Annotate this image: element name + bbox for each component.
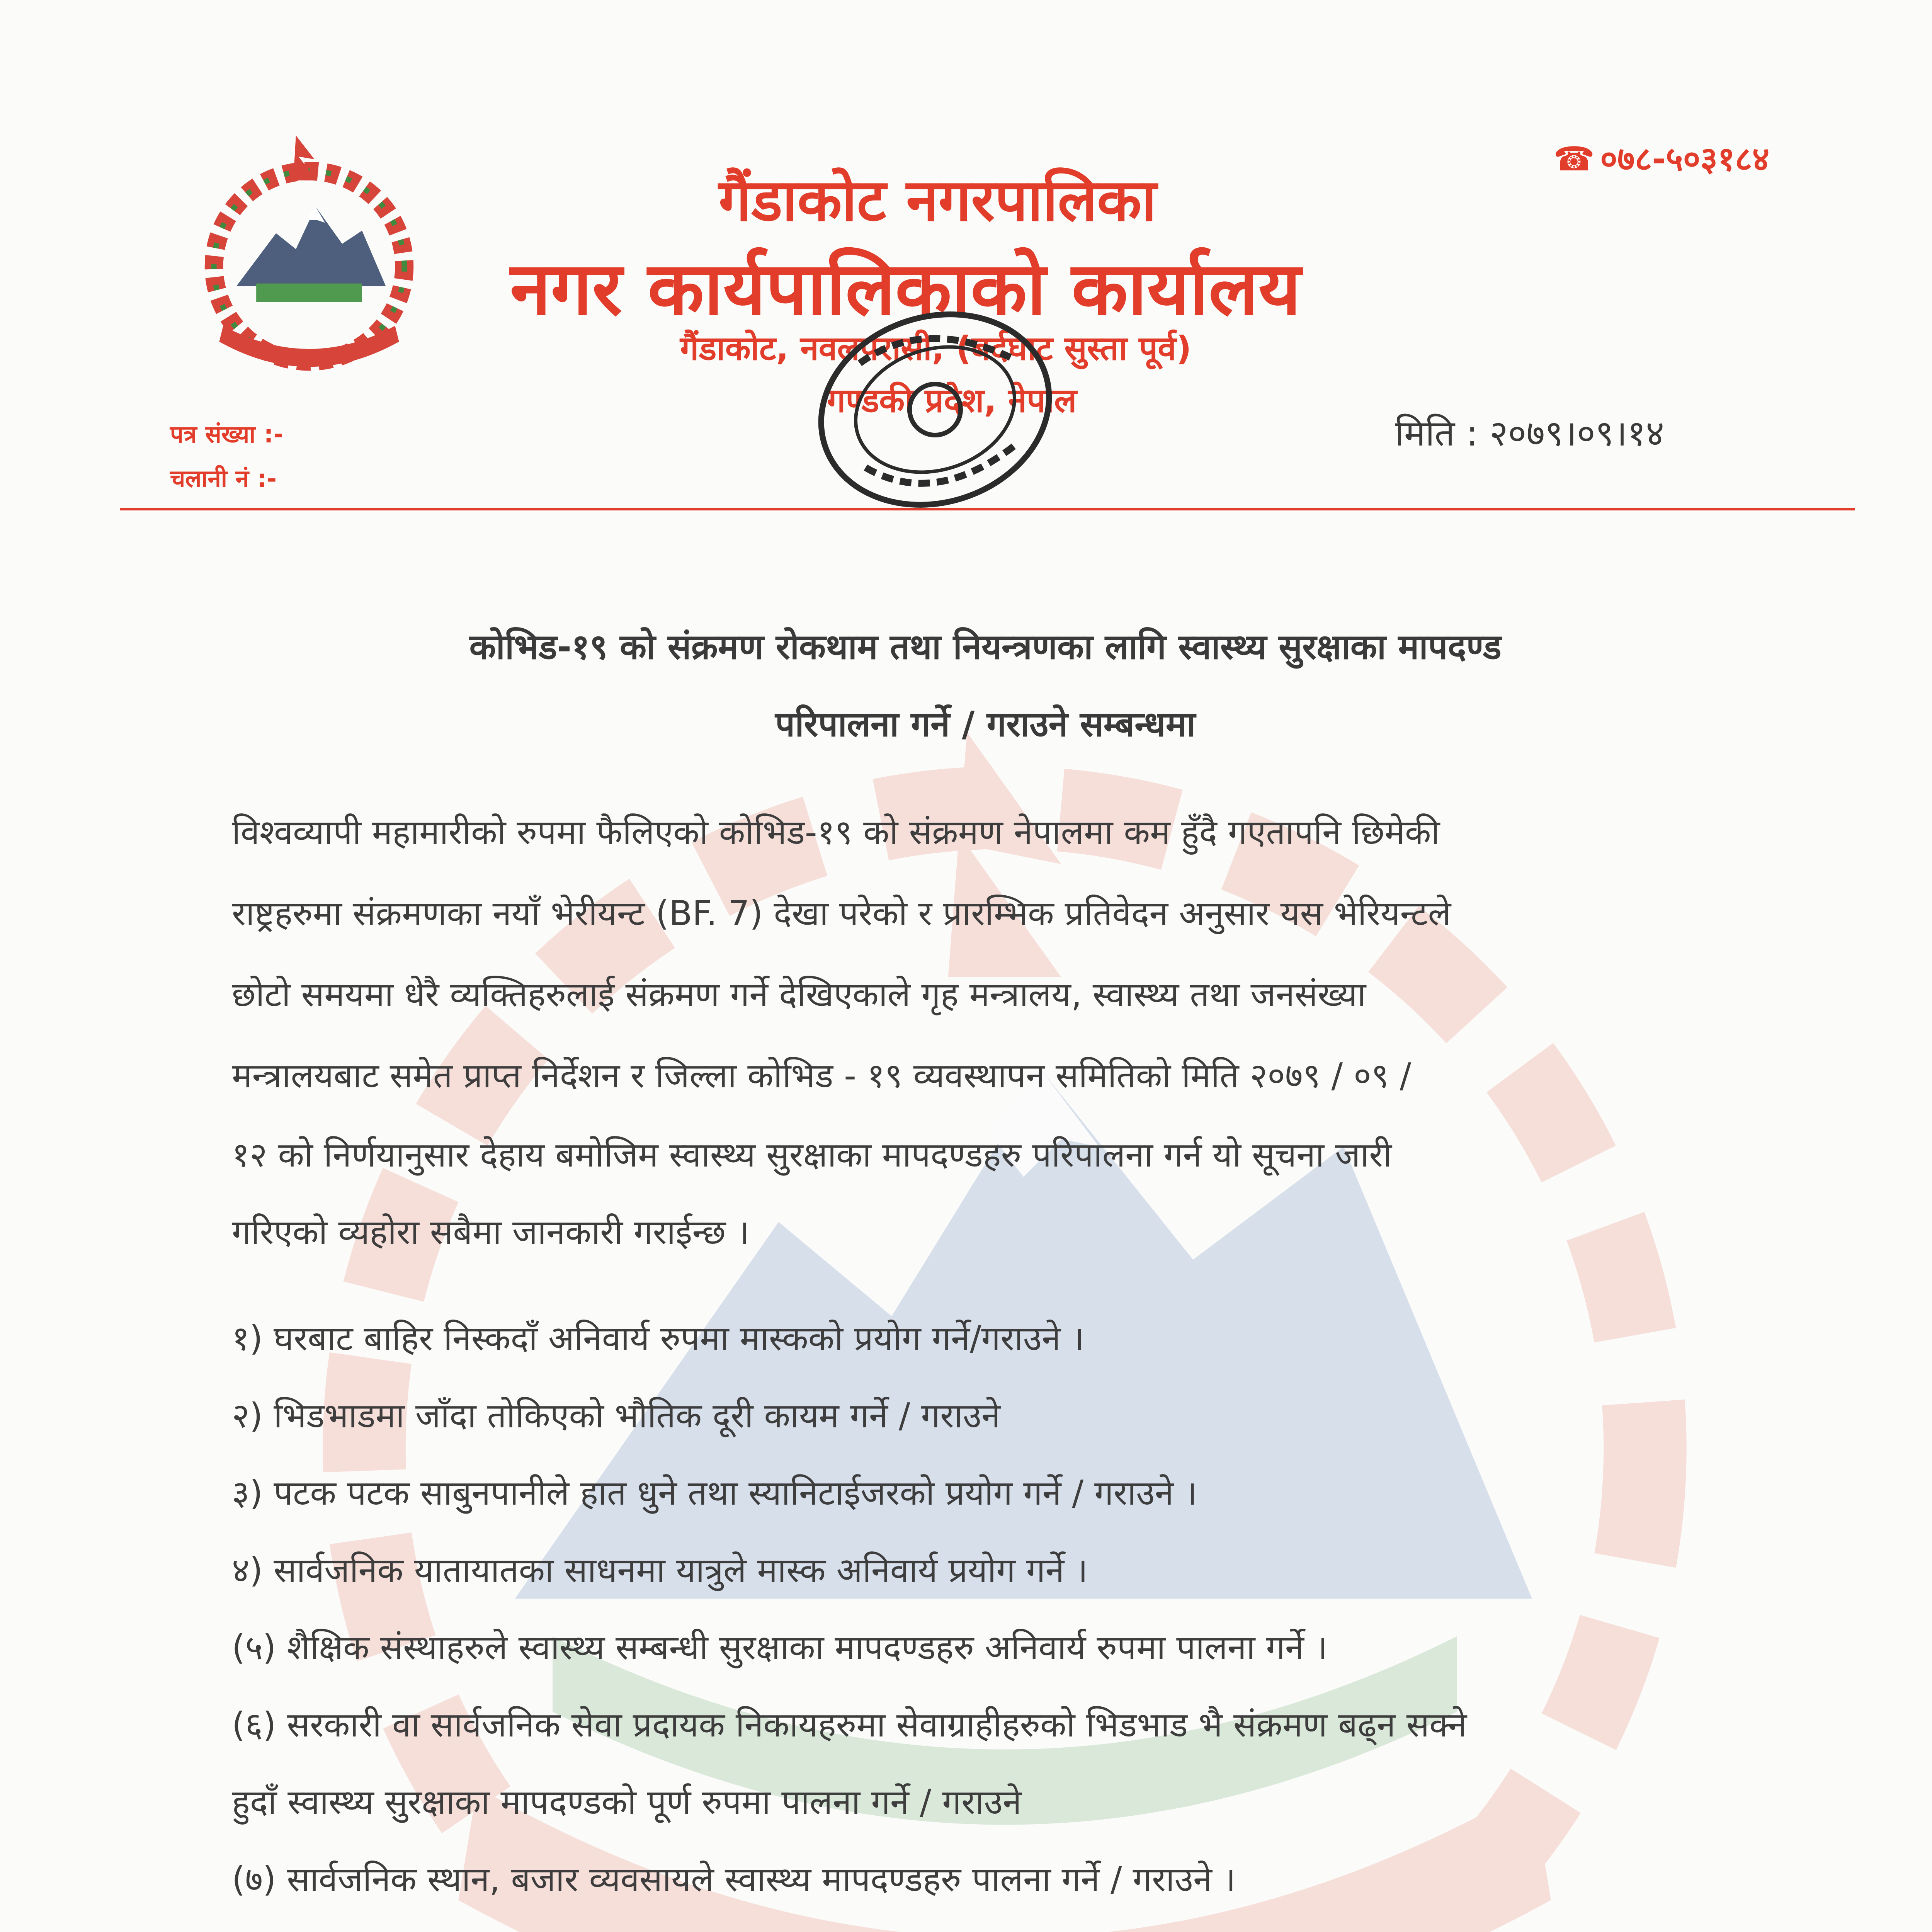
list-item: (७) सार्वजनिक स्थान, बजार व्यवसायले स्वास्थ्य मापदण्डहरु पालना गर्ने / गराउने ।: [232, 1859, 1236, 1899]
address-line-1: गैंडाकोट, नवलपरासी, (बर्दघाट सुस्ता पूर्व): [680, 329, 1192, 368]
body-line: १२ को निर्णयानुसार देहाय बमोजिम स्वास्थ्य सुरक्षाका मापदण्डहरु परिपालना गर्न यो सूचना जारी: [232, 1135, 1392, 1175]
subject-line-1: कोभिड-१९ को संक्रमण रोकथाम तथा नियन्त्रणका लागि स्वास्थ्य सुरक्षाका मापदण्ड: [469, 627, 1502, 667]
body-line: राष्ट्रहरुमा संक्रमणका नयाँ भेरीयन्ट (BF. 7) देखा परेको र प्रारम्भिक प्रतिवेदन अनुसार यस भेरियन्टले: [232, 893, 1451, 933]
letterhead-divider: [120, 508, 1855, 510]
body-line: छोटो समयमा धेरै व्यक्तिहरुलाई संक्रमण गर्ने देखिएकाले गृह मन्त्रालय, स्वास्थ्य तथा जनसंख्या: [232, 975, 1366, 1014]
phone-number: [1553, 135, 1769, 180]
office-subtitle: नगर कार्यपालिकाको कार्यालय: [510, 246, 1301, 332]
list-item: ४) सार्वजनिक यातायातका साधनमा यात्रुले मास्क अनिवार्य प्रयोग गर्ने ।: [232, 1550, 1088, 1590]
office-name: गैंडाकोट नगरपालिका: [719, 167, 1157, 234]
letter-date: मिति : २०७९।०९।१४: [1395, 413, 1665, 454]
official-stamp: [796, 294, 1074, 526]
nepal-emblem-logo: [174, 128, 444, 379]
dispatch-number-label: चलानी नं :-: [170, 464, 277, 493]
list-item: हुदाँ स्वास्थ्य सुरक्षाका मापदण्डको पूर्ण रुपमा पालना गर्ने / गराउने: [232, 1782, 1022, 1822]
list-item: (५) शैक्षिक संस्थाहरुले स्वास्थ्य सम्बन्धी सुरक्षाका मापदण्डहरु अनिवार्य रुपमा पालना गर्ने ।: [232, 1628, 1328, 1667]
list-item: २) भिडभाडमा जाँदा तोकिएको भौतिक दूरी कायम गर्ने / गराउने: [232, 1396, 1000, 1435]
list-item: १) घरबाट बाहिर निस्कदाँ अनिवार्य रुपमा मास्कको प्रयोग गर्ने/गराउने ।: [232, 1318, 1085, 1358]
body-line: मन्त्रालयबाट समेत प्राप्त निर्देशन र जिल्ला कोभिड - १९ व्यवस्थापन समितिको मिति २०७९ / ०९ /: [232, 1056, 1412, 1095]
phone-text: ०७८-५०३१८४: [1600, 140, 1770, 179]
subject-line-2: परिपालना गर्ने / गराउने सम्बन्धमा: [775, 704, 1196, 745]
body-line: गरिएको व्यहोरा सबैमा जानकारी गराईन्छ ।: [232, 1212, 750, 1252]
list-item: (६) सरकारी वा सार्वजनिक सेवा प्रदायक निकायहरुमा सेवाग्राहीहरुको भिडभाड भै संक्रमण बढ्न सक्ने: [232, 1705, 1467, 1745]
body-line: विश्वव्यापी महामारीको रुपमा फैलिएको कोभिड-१९ को संक्रमण नेपालमा कम हुँदै गएतापनि छिमेकी: [232, 812, 1440, 852]
telephone-icon: ☎: [1553, 140, 1595, 179]
list-item: ३) पटक पटक साबुनपानीले हात धुने तथा स्यानिटाईजरको प्रयोग गर्ने / गराउने ।: [232, 1473, 1197, 1513]
address-line-2: गण्डकी प्रदेश, नेपाल: [827, 381, 1077, 420]
letter-number-label: पत्र संख्या :-: [170, 420, 284, 448]
